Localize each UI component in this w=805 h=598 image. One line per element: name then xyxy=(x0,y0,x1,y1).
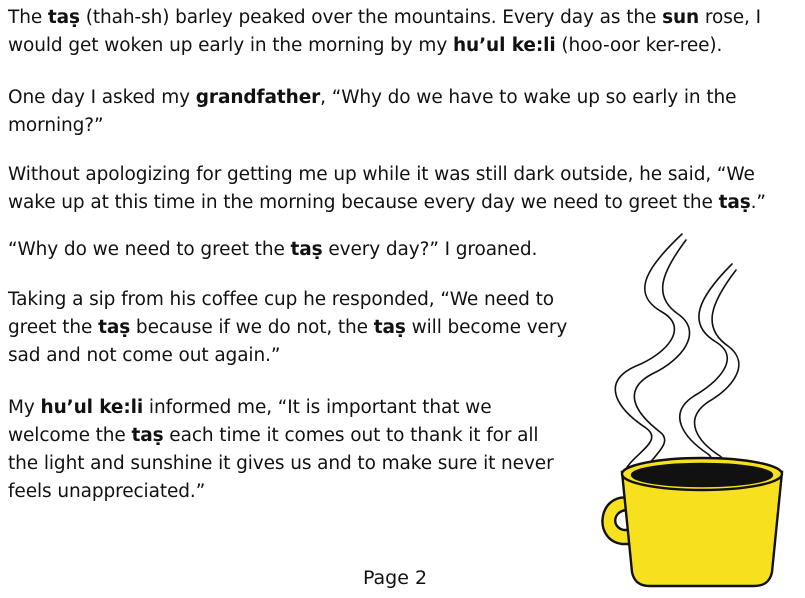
text-run: My xyxy=(8,397,41,418)
text-run: .” xyxy=(750,192,766,213)
text-run: (thah-sh) barley peaked over the mountains. Every day as the xyxy=(79,7,663,28)
paragraph-6 xyxy=(8,394,568,506)
steam-left-outer xyxy=(615,234,682,474)
text-run: One day I asked my xyxy=(8,87,196,108)
paragraph-3 xyxy=(8,161,798,217)
bold-term-huul-keli: hu’ul ke:li xyxy=(40,397,144,418)
text-run: every day?” I groaned. xyxy=(322,239,538,260)
text-run: Without apologizing for getting me up while it was still dark outside, he said, “We wake up at this time in the morning because every day we need to greet the xyxy=(8,164,755,213)
text-run: Taking a sip from his coffee cup he responded, “We need to greet the xyxy=(8,289,554,338)
steam-lines xyxy=(615,234,739,478)
text-run: will become very sad and not come out again.” xyxy=(8,317,568,366)
coffee-surface xyxy=(632,464,772,486)
paragraph-4 xyxy=(8,236,608,264)
steam-left-inner xyxy=(634,240,689,474)
bold-term-tas: taṣ xyxy=(131,425,164,446)
bold-term-tas: taṣ xyxy=(47,7,80,28)
text-run: (hoo-oor ker-ree). xyxy=(555,35,723,56)
text-run: The xyxy=(8,7,48,28)
text-run: , “Why do we have to wake up so early in the morning?” xyxy=(8,87,737,136)
bold-term-tas: taṣ xyxy=(98,317,131,338)
text-run: because if we do not, the xyxy=(130,317,374,338)
text-run: informed me, “It is important that we welcome the xyxy=(8,397,492,446)
coffee-mug-icon xyxy=(586,228,786,590)
bold-term-huul-keli: hu’ul ke:li xyxy=(452,35,556,56)
paragraph-1 xyxy=(8,4,798,60)
bold-term-tas: taṣ xyxy=(718,192,751,213)
text-run: “Why do we need to greet the xyxy=(8,239,291,260)
bold-term-tas: taṣ xyxy=(373,317,406,338)
bold-term-tas: taṣ xyxy=(290,239,323,260)
text-run: rose, I would get woken up early in the morning by my xyxy=(8,7,761,56)
bold-term-grandfather: grandfather xyxy=(195,87,321,108)
steam-right-inner xyxy=(695,270,739,478)
bold-term-sun: sun xyxy=(662,7,700,28)
page-number: Page 2 xyxy=(362,567,428,589)
paragraph-5 xyxy=(8,286,568,370)
text-run: each time it comes out to thank it for all the light and sunshine it gives us and to make sure it never feels unappreciated.” xyxy=(8,425,554,502)
paragraph-2 xyxy=(8,84,798,140)
